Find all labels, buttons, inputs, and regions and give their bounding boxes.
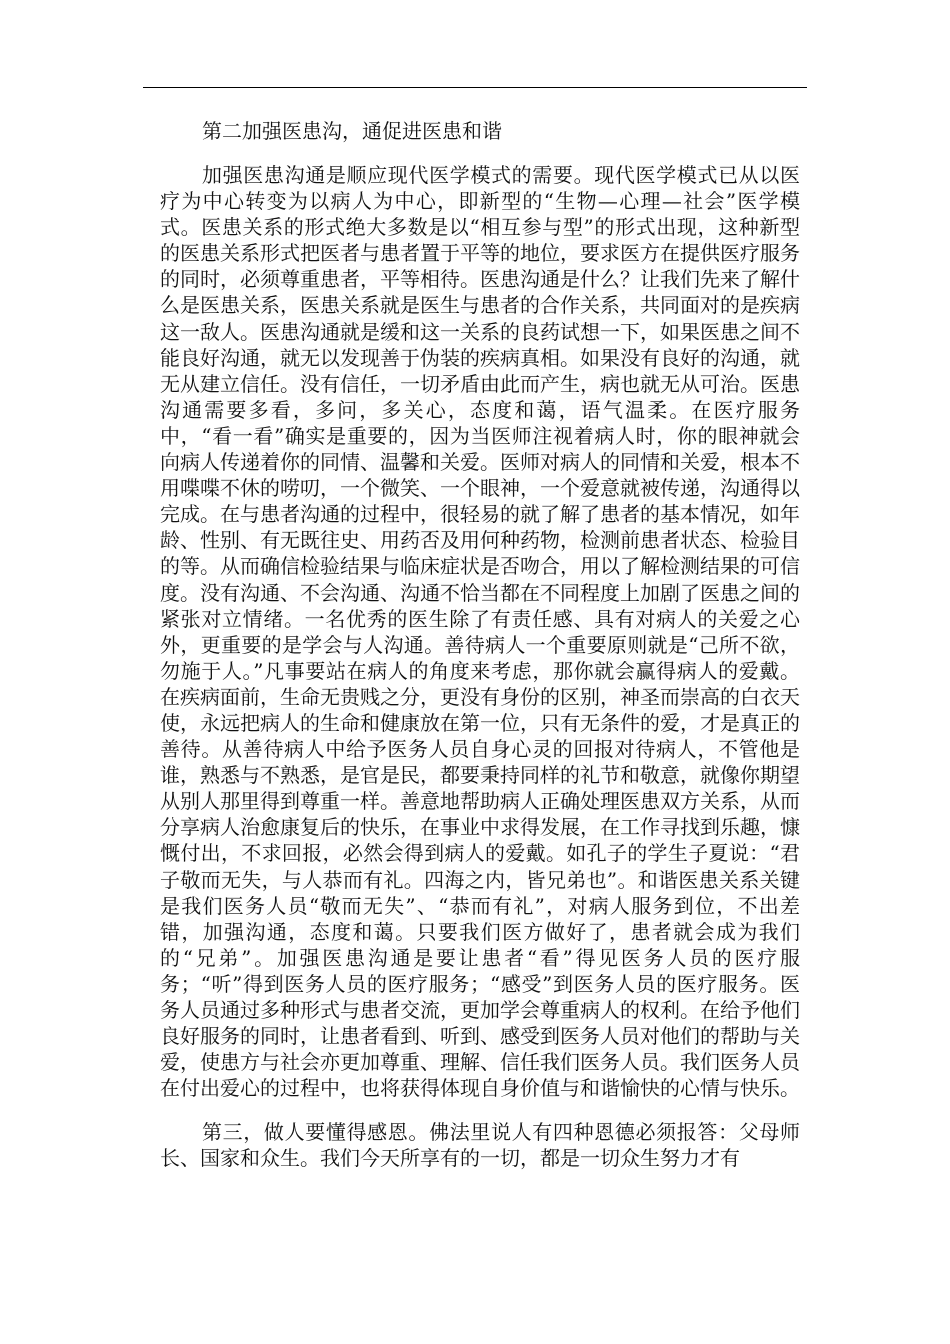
body-paragraph-2: 第三，做人要懂得感恩。佛法里说人有四种恩德必须报答：父母师长、国家和众生。我们今天所享有的一切，都是一切众生努力才有	[160, 1120, 800, 1171]
header-rule	[143, 87, 807, 88]
body-paragraph-1: 加强医患沟通是顺应现代医学模式的需要。现代医学模式已从以医疗为中心转变为以病人为中心，即新型的“生物—心理—社会”医学模式。医患关系的形式绝大多数是以“相互参与型”的形式出现，这种新型的医患关系形式把医者与患者置于平等的地位，要求医方在提供医疗服务的同时，必须尊重患者，平等相待。医患沟通是什么？让我们先来了解什么是医患关系，医患关系就是医生与患者的合作关系，共同面对的是疾病这一敌人。医患沟通就是缓和这一关系的良药试想一下，如果医患之间不能良好沟通，就无以发现善于伪装的疾病真相。如果没有良好的沟通，就无从建立信任。没有信任，一切矛盾由此而产生，病也就无从可治。医患沟通需要多看，多问，多关心，态度和蔼，语气温柔。在医疗服务中，“看一看”确实是重要的，因为当医师注视着病人时，你的眼神就会向病人传递着你的同情、温馨和关爱。医师对病人的同情和关爱，根本不用喋喋不休的唠叨，一个微笑、一个眼神，一个爱意就被传递，沟通得以完成。在与患者沟通的过程中，很轻易的就了解了患者的基本情况，如年龄、性别、有无既往史、用药否及用何种药物，检测前患者状态、检验目的等。从而确信检验结果与临床症状是否吻合，用以了解检测结果的可信度。没有沟通、不会沟通、沟通不恰当都在不同程度上加剧了医患之间的紧张对立情绪。一名优秀的医生除了有责任感、具有对病人的关爱之心外，更重要的是学会与人沟通。善待病人一个重要原则就是“己所不欲，勿施于人。”凡事要站在病人的角度来考虑，那你就会赢得病人的爱戴。在疾病面前，生命无贵贱之分，更没有身份的区别，神圣而崇高的白衣天使，永远把病人的生命和健康放在第一位，只有无条件的爱，才是真正的善待。从善待病人中给予医务人员自身心灵的回报对待病人，不管他是谁，熟悉与不熟悉，是官是民，都要秉持同样的礼节和敬意，就像你期望从别人那里得到尊重一样。善意地帮助病人正确处理医患双方关系，从而分享病人治愈康复后的快乐，在事业中求得发展，在工作寻找到乐趣，慷慨付出，不求回报，必然会得到病人的爱戴。如孔子的学生子夏说：“君子敬而无失，与人恭而有礼。四海之内，皆兄弟也”。和谐医患关系关键是我们医务人员“敬而无失”、“恭而有礼”，对病人服务到位，不出差错，加强沟通，态度和蔼。只要我们医方做好了，患者就会成为我们的“兄弟”。加强医患沟通是要让患者“看”得见医务人员的医疗服务；“听”得到医务人员的医疗服务；“感受”到医务人员的医疗服务。医务人员通过多种形式与患者交流，更加学会尊重病人的权利。在给予他们良好服务的同时，让患者看到、听到、感受到医务人员对他们的帮助与关爱，使患方与社会亦更加尊重、理解、信任我们医务人员。我们医务人员在付出爱心的过程中，也将获得体现自身价值与和谐愉快的心情与快乐。	[160, 163, 800, 1101]
document-body	[160, 118, 800, 1190]
section-heading: 第二加强医患沟，通促进医患和谐	[202, 119, 502, 143]
